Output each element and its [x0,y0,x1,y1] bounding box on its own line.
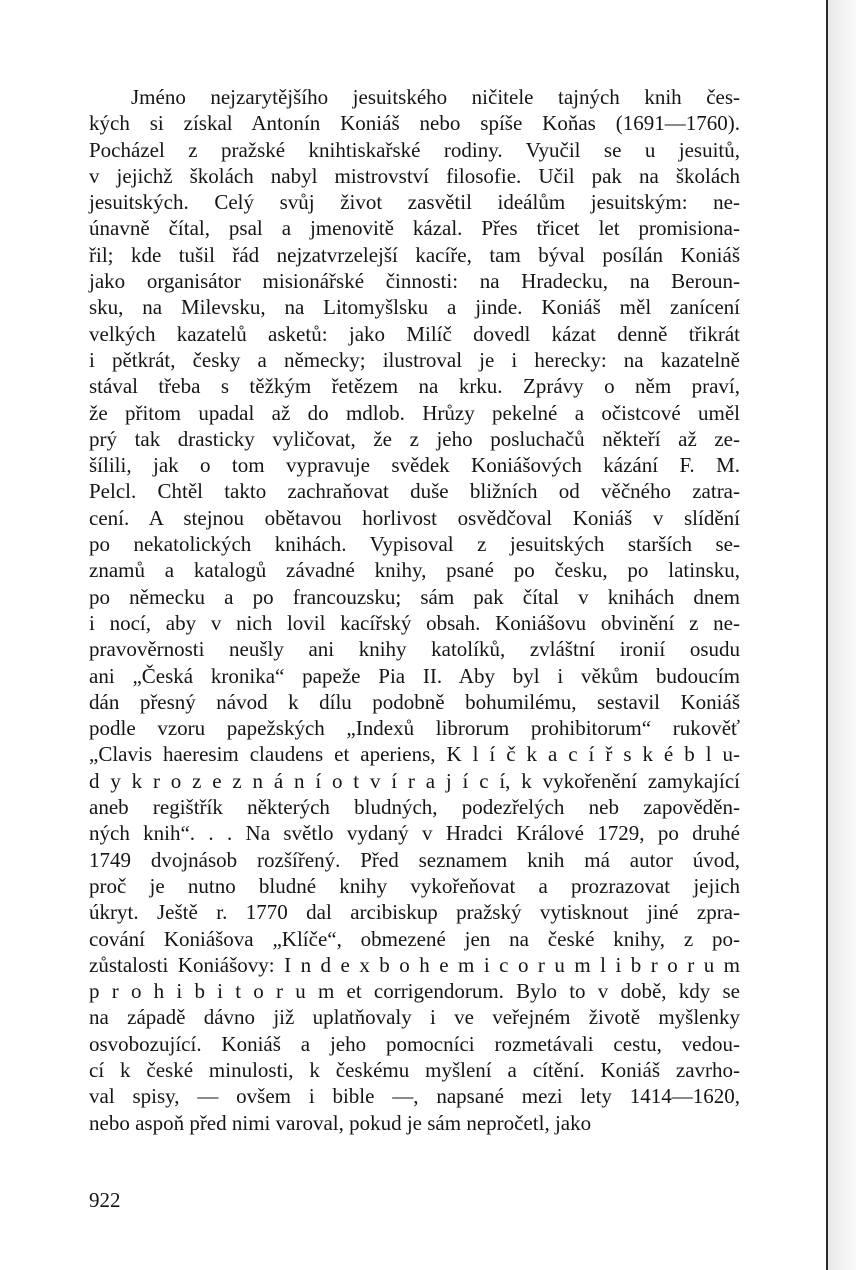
text-line: i nocí, aby v nich lovil kacířský obsah. Koniášovu obvinění z ne- [89,610,740,635]
text-line: sku, na Milevsku, na Litomyšlsku a jinde. Koniáš měl zanícení [89,295,740,320]
text-line: na západě dávno již uplatňovaly i ve veřejném životě myšlenky [89,1005,740,1030]
text-line: stával třeba s těžkým řetězem na krku. Zprávy o něm praví, [89,374,740,399]
text-line: po nekatolických knihách. Vypisoval z jesuitských starších se- [89,532,740,557]
page-number: 922 [89,1188,121,1212]
body-text [89,84,740,1136]
text-line: že přitom upadal až do mdlob. Hrůzy pekelné a očistcové uměl [89,400,740,425]
text-line: znamů a katalogů závadné knihy, psané po česku, po latinsku, [89,558,740,583]
text-line: i pětkrát, česky a německy; ilustroval je i herecky: na kazatelně [89,347,740,372]
text-line: řil; kde tušil řád nejzatvrzelejší kacíře, tam býval posílán Koniáš [89,242,740,267]
text-line: jako organisátor misionářské činnosti: na Hradecku, na Beroun- [89,269,740,294]
text-line: ani „Česká kronika“ papeže Pia II. Aby byl i věkům budoucím [89,663,740,688]
text-line: Pocházel z pražské knihtiskařské rodiny. Vyučil se u jesuitů, [89,137,740,162]
text-line: po německu a po francouzsku; sám pak čítal v knihách dnem [89,584,740,609]
text-line: úkryt. Ještě r. 1770 dal arcibiskup pražský vytisknout jiné zpra- [89,900,740,925]
text-line: d y k r o z e z n á n í o t v í r a j í c í, k vykořenění zamykající [89,768,740,793]
text-line: ných knih“. . . Na světlo vydaný v Hradci Králové 1729, po druhé [89,821,740,846]
text-line: val spisy, — ovšem i bible —, napsané mezi lety 1414—1620, [89,1084,740,1109]
text-line: cení. A stejnou obětavou horlivost osvědčoval Koniáš v slídění [89,505,740,530]
text-line: proč je nutno bludné knihy vykořeňovat a prozrazovat jejich [89,873,740,898]
text-line: nebo aspoň před nimi varoval, pokud je sám nepročetl, jako [89,1110,592,1135]
text-line: 1749 dvojnásob rozšířený. Před seznamem knih má autor úvod, [89,847,740,872]
text-line: Jméno nejzarytějšího jesuitského ničitele tajných knih čes- [131,85,740,109]
text-line: prý tak drasticky vyličovat, že z jeho posluchačů někteří až ze- [89,426,740,451]
text-line: velkých kazatelů asketů: jako Milíč dovedl kázat denně třikrát [89,321,740,346]
text-line: podle vzoru papežských „Indexů librorum prohibitorum“ rukověť [89,716,740,741]
text-line: dán přesný návod k dílu podobně bohumilému, sestavil Koniáš [89,689,740,714]
text-line: v jejichž školách nabyl mistrovství filosofie. Učil pak na školách [89,163,740,188]
text-line: „Clavis haeresim claudens et aperiens, K l í č k a c í ř s k é b l u- [89,742,740,767]
text-line: aneb regištřík některých bludných, podezřelých neb zapověděn- [89,795,740,820]
text-line: pravověrnosti neušly ani knihy katolíků, zvláštní ironií osudu [89,637,740,662]
text-line: zůstalosti Koniášovy: I n d e x b o h e m i c o r u m l i b r o r u m [89,952,740,977]
text-line: Pelcl. Chtěl takto zachraňovat duše bližních od věčného zatra- [89,479,740,504]
text-line: cí k české minulosti, k českému myšlení a cítění. Koniáš zavrho- [89,1057,740,1082]
text-line: šílili, jak o tom vypravuje svědek Koniášových kázání F. M. [89,453,740,478]
page-binding-edge [826,0,828,1270]
text-line: únavně čítal, psal a jmenovitě kázal. Přes třicet let promisiona- [89,216,740,241]
text-line: jesuitských. Celý svůj život zasvětil ideálům jesuitským: ne- [89,190,740,215]
text-line: kých si získal Antonín Koniáš nebo spíše Koňas (1691—1760). [89,111,740,136]
text-line: p r o h i b i t o r u m et corrigendorum. Bylo to v době, kdy se [89,979,740,1004]
page-gutter-shadow [828,0,856,1270]
text-line: cování Koniášova „Klíče“, obmezené jen na české knihy, z po- [89,926,740,951]
text-line: osvobozující. Koniáš a jeho pomocníci rozmetávali cestu, vedou- [89,1031,740,1056]
